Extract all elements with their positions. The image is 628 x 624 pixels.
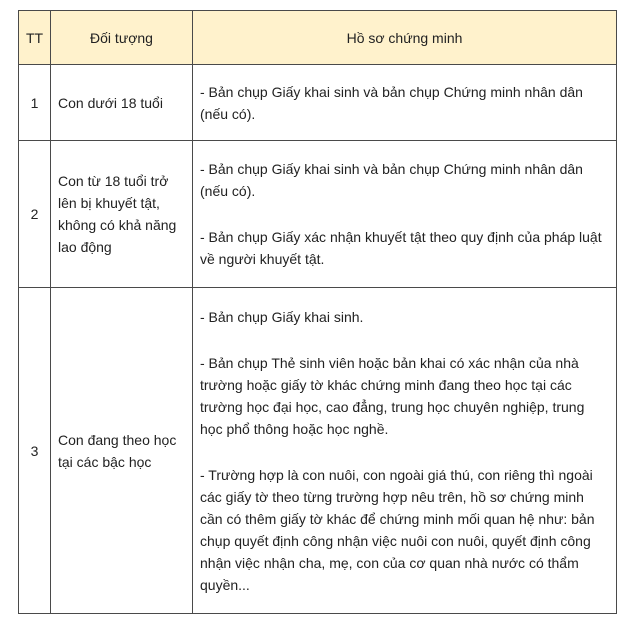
- row-object: Con đang theo học tại các bậc học: [51, 288, 193, 614]
- document-item: - Bản chụp Giấy khai sinh.: [200, 308, 364, 325]
- table-header-row: [19, 11, 617, 65]
- dependents-documents-table: [18, 10, 617, 614]
- document-item: - Bản chụp Giấy khai sinh và bản chụp Chứng minh nhân dân (nếu có).: [200, 161, 583, 199]
- header-object: Đối tượng: [51, 11, 193, 65]
- row-documents: [193, 65, 617, 141]
- row-object: Con dưới 18 tuổi: [51, 65, 193, 141]
- header-tt: TT: [19, 11, 51, 65]
- row-object: Con từ 18 tuổi trở lên bị khuyết tật, không có khả năng lao động: [51, 141, 193, 288]
- document-item: - Bản chụp Thẻ sinh viên hoặc bản khai có xác nhận của nhà trường hoặc giấy tờ khác chứng minh đang theo học tại các trường học đại học, cao đẳng, trung học chuyên nghiệp, trung học phổ thông hoặc học nghề.: [200, 354, 585, 437]
- row-number: 2: [19, 141, 51, 288]
- row-documents: [193, 141, 617, 288]
- document-item: - Bản chụp Giấy khai sinh và bản chụp Chứng minh nhân dân (nếu có).: [200, 83, 583, 122]
- table-row: [19, 65, 617, 141]
- table-row: [19, 141, 617, 288]
- row-number: 3: [19, 288, 51, 614]
- row-documents: [193, 288, 617, 614]
- document-item: - Bản chụp Giấy xác nhận khuyết tật theo quy định của pháp luật về người khuyết tật.: [200, 229, 602, 267]
- row-number: 1: [19, 65, 51, 141]
- header-documents: Hồ sơ chứng minh: [193, 11, 617, 65]
- document-item: - Trường hợp là con nuôi, con ngoài giá thú, con riêng thì ngoài các giấy tờ theo từng trường hợp nêu trên, hồ sơ chứng minh cần có thêm giấy tờ khác để chứng minh mối quan hệ như: bản chụp quyết định công nhận việc nuôi con nuôi, quyết định công nhận việc nhận cha, mẹ, con của cơ quan nhà nước có thẩm quyền...: [200, 466, 595, 593]
- table-row: [19, 288, 617, 614]
